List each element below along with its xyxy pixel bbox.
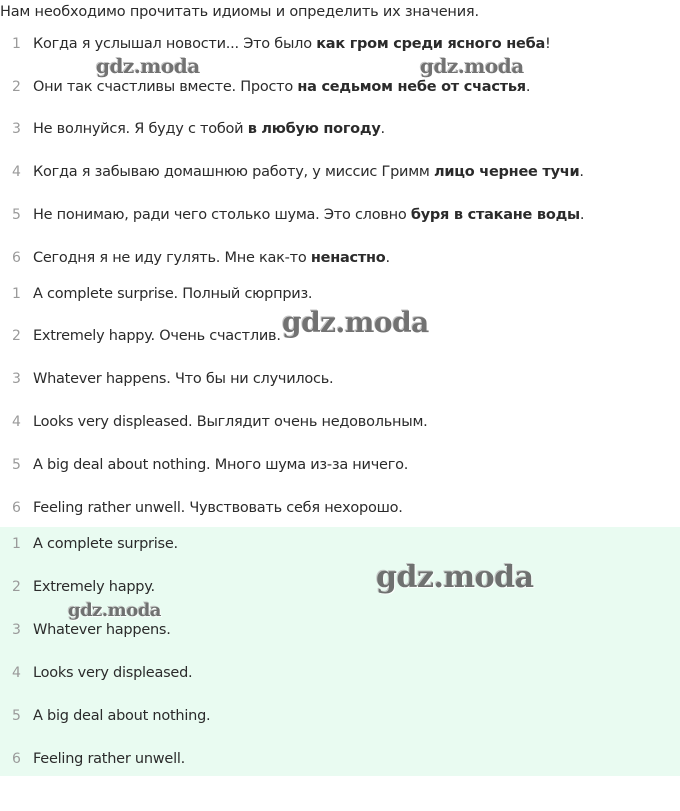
- watermark: gdz.moda: [376, 560, 534, 595]
- answer-block: [0, 527, 680, 776]
- idiom: на седьмом небе от счастья: [297, 79, 526, 95]
- idiom: как гром среди ясного неба: [316, 36, 545, 52]
- list-item: [0, 751, 680, 781]
- list-item: [0, 121, 680, 151]
- idiom: ненастно: [310, 250, 386, 266]
- intro-text: Нам необходимо прочитать идиомы и определить их значения.: [0, 4, 479, 20]
- item-number: 5: [12, 207, 21, 223]
- list-item: [0, 622, 680, 652]
- item-number: 2: [12, 579, 21, 595]
- item-number: 4: [12, 665, 21, 681]
- sentence-text: Они так счастливы вместе. Просто на седьмом небе от счастья.: [33, 79, 531, 95]
- answer-text: A big deal about nothing.: [33, 708, 211, 724]
- list-item: [0, 536, 680, 566]
- meaning-text: Extremely happy. Очень счастлив.: [33, 328, 281, 344]
- answer-text: Extremely happy.: [33, 579, 155, 595]
- watermark: gdz.moda: [420, 54, 524, 78]
- item-number: 5: [12, 708, 21, 724]
- idiom: в любую погоду: [247, 121, 381, 137]
- item-number: 2: [12, 79, 21, 95]
- list-item: [0, 500, 680, 530]
- item-number: 6: [12, 500, 21, 516]
- sentence-text: Сегодня я не иду гулять. Мне как-то ненастно.: [33, 250, 390, 266]
- sentence-text: Не понимаю, ради чего столько шума. Это словно буря в стакане воды.: [33, 207, 585, 223]
- item-number: 1: [12, 286, 21, 302]
- list-item: [0, 164, 680, 194]
- answer-text: Looks very displeased.: [33, 665, 193, 681]
- item-number: 4: [12, 414, 21, 430]
- meaning-text: Whatever happens. Что бы ни случилось.: [33, 371, 334, 387]
- list-item: [0, 457, 680, 487]
- list-item: [0, 371, 680, 401]
- list-item: [0, 207, 680, 237]
- list-item: [0, 665, 680, 695]
- item-number: 5: [12, 457, 21, 473]
- watermark: gdz.moda: [96, 54, 200, 78]
- idiom: буря в стакане воды: [410, 207, 580, 223]
- item-number: 6: [12, 751, 21, 767]
- list-item: [0, 250, 680, 280]
- answer-text: A complete surprise.: [33, 536, 178, 552]
- item-number: 1: [12, 536, 21, 552]
- list-item: [0, 79, 680, 109]
- watermark: gdz.moda: [68, 600, 161, 621]
- list-item: [0, 708, 680, 738]
- meaning-text: A complete surprise. Полный сюрприз.: [33, 286, 313, 302]
- sentence-text: Когда я забываю домашнюю работу, у миссис Гримм лицо чернее тучи.: [33, 164, 584, 180]
- answer-text: Whatever happens.: [33, 622, 171, 638]
- item-number: 6: [12, 250, 21, 266]
- meaning-text: Feeling rather unwell. Чувствовать себя нехорошо.: [33, 500, 403, 516]
- item-number: 3: [12, 622, 21, 638]
- item-number: 3: [12, 121, 21, 137]
- list-item: [0, 414, 680, 444]
- meaning-text: A big deal about nothing. Много шума из-за ничего.: [33, 457, 409, 473]
- sentence-text: Когда я услышал новости... Это было как гром среди ясного неба!: [33, 36, 551, 52]
- item-number: 2: [12, 328, 21, 344]
- item-number: 3: [12, 371, 21, 387]
- watermark: gdz.moda: [282, 306, 429, 339]
- meaning-text: Looks very displeased. Выглядит очень недовольным.: [33, 414, 428, 430]
- sentence-text: Не волнуйся. Я буду с тобой в любую погоду.: [33, 121, 385, 137]
- answer-text: Feeling rather unwell.: [33, 751, 185, 767]
- idiom: лицо чернее тучи: [433, 164, 580, 180]
- item-number: 4: [12, 164, 21, 180]
- item-number: 1: [12, 36, 21, 52]
